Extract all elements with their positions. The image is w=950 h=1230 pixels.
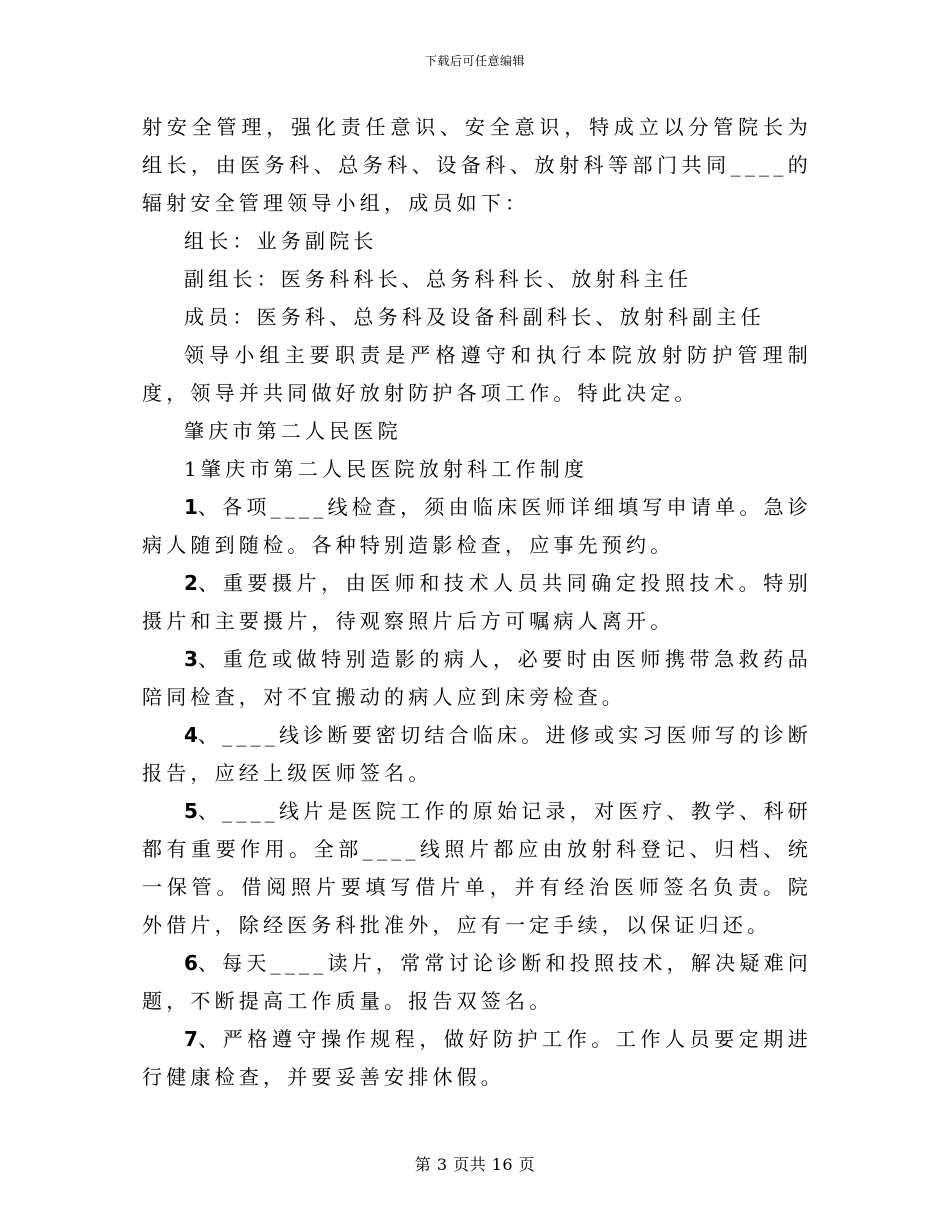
- paragraph-text: 领导小组主要职责是严格遵守和执行本院放射防护管理制度，领导并共同做好放射防护各项工作。特此决定。: [142, 343, 812, 405]
- page-number-footer: 第 3 页共 16 页: [414, 1155, 536, 1174]
- rule-item-7: [142, 1020, 812, 1096]
- rule-text: 、严格遵守操作规程，做好防护工作。工作人员要定期进行健康检查，并要妥善安排休假。: [142, 1027, 812, 1089]
- rule-item-6: [142, 944, 812, 1020]
- rule-number: 2: [184, 571, 198, 595]
- rule-item-3: [142, 640, 812, 716]
- rule-item-1: [142, 488, 812, 564]
- rule-item-4: [142, 716, 812, 792]
- rule-text: 、每天____读片，常常讨论诊断和投照技术，解决疑难问题，不断提高工作质量。报告双签名。: [142, 951, 812, 1013]
- document-body: [142, 108, 812, 1096]
- paragraph-text: 1肇庆市第二人民医院放射科工作制度: [184, 457, 589, 481]
- paragraph-5: [142, 412, 812, 450]
- rule-number: 3: [184, 647, 198, 671]
- paragraph-text: 射安全管理，强化责任意识、安全意识，特成立以分管院长为组长，由医务科、总务科、设备科、放射科等部门共同____的辐射安全管理领导小组，成员如下：: [142, 115, 812, 215]
- paragraph-6: [142, 450, 812, 488]
- rule-text: 、____线片是医院工作的原始记录，对医疗、教学、科研都有重要作用。全部____线照片都应由放射科登记、归档、统一保管。借阅照片要填写借片单，并有经治医师签名负责。院外借片，除经医务科批准外，应有一定手续，以保证归还。: [142, 799, 812, 937]
- paragraph-2: [142, 260, 812, 298]
- paragraph-text: 副组长：医务科科长、总务科科长、放射科主任: [184, 267, 693, 291]
- paragraph-0: [142, 108, 812, 222]
- paragraph-3: [142, 298, 812, 336]
- rule-number: 5: [184, 799, 198, 823]
- paragraph-1: [142, 222, 812, 260]
- rule-number: 6: [184, 951, 198, 975]
- page-header-note: 下载后可任意编辑: [424, 54, 525, 68]
- rule-number: 7: [184, 1027, 198, 1051]
- rule-item-5: [142, 792, 812, 944]
- paragraph-text: 肇庆市第二人民医院: [184, 419, 402, 443]
- paragraph-text: 成员：医务科、总务科及设备科副科长、放射科副主任: [184, 305, 765, 329]
- rule-number: 4: [184, 723, 198, 747]
- rule-number: 1: [184, 495, 198, 519]
- rule-text: 、____线诊断要密切结合临床。进修或实习医师写的诊断报告，应经上级医师签名。: [142, 723, 812, 785]
- rule-text: 、重要摄片，由医师和技术人员共同确定投照技术。特别摄片和主要摄片，待观察照片后方可嘱病人离开。: [142, 571, 812, 633]
- rule-item-2: [142, 564, 812, 640]
- paragraph-text: 组长：业务副院长: [184, 229, 378, 253]
- rule-text: 、重危或做特别造影的病人，必要时由医师携带急救药品陪同检查，对不宜搬动的病人应到床旁检查。: [142, 647, 812, 709]
- rule-text: 、各项____线检查，须由临床医师详细填写申请单。急诊病人随到随检。各种特别造影检查，应事先预约。: [142, 495, 812, 557]
- paragraph-4: [142, 336, 812, 412]
